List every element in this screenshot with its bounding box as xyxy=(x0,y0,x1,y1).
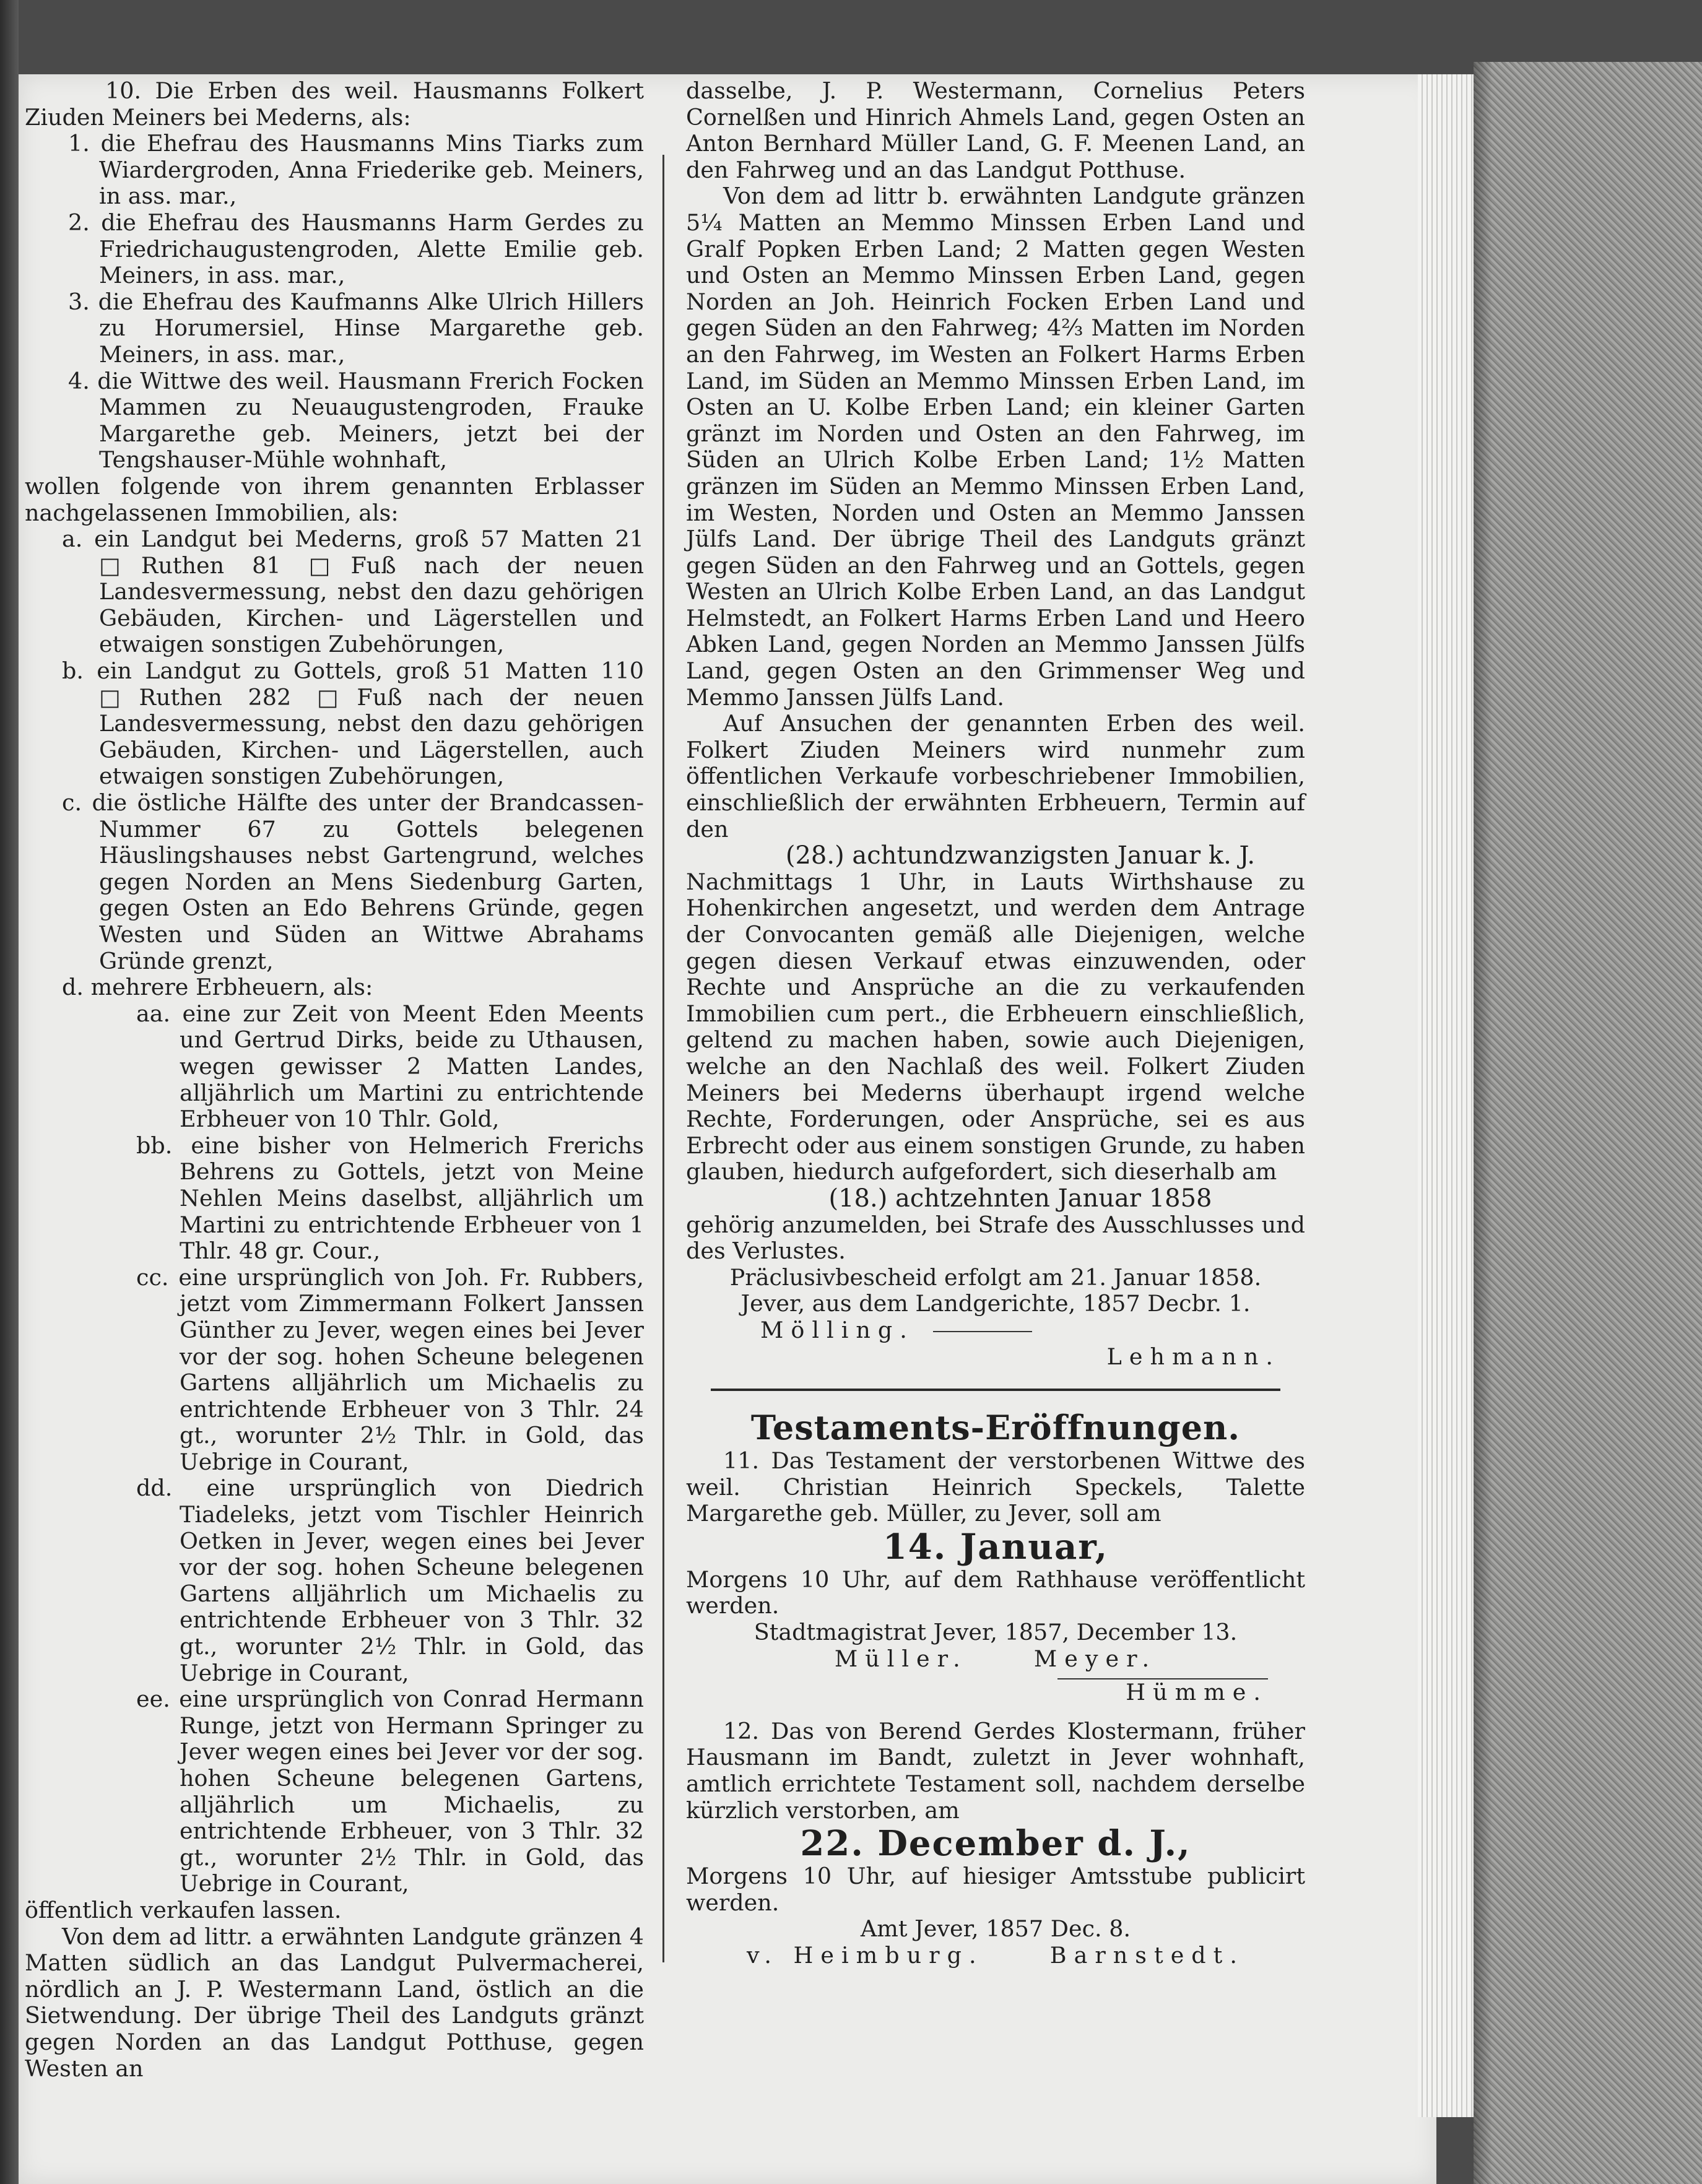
praeclusiv-line: Präclusivbescheid erfolgt am 21. Januar 1858. xyxy=(729,1263,1262,1291)
signature-moelling: Mölling. xyxy=(686,1317,1305,1344)
left-paragraph: cc. eine ursprünglich von Joh. Fr. Rubbers, jetzt vom Zimmermann Folkert Janssen Günther zu Jever, wegen eines bei Jever vor der sog. hohen Scheune belegenen Gartens alljährlich um Michaelis zu entrichtende Erbheuer von 3 Thlr. 24 gt., worunter 2½ Thlr. in Gold, das Uebrige in Courant, xyxy=(136,1263,644,1475)
right-column xyxy=(686,78,1305,1969)
notice-11-text: 11. Das Testament der verstorbenen Wittwe des weil. Christian Heinrich Speckels, Talette Margarethe geb. Müller, zu Jever, soll am xyxy=(686,1447,1305,1527)
notice-11-date: 14. Januar, xyxy=(882,1526,1109,1567)
penalty-paragraph: gehörig anzumelden, bei Strafe des Ausschlusses und des Verlustes. xyxy=(686,1211,1305,1265)
left-paragraph: dd. eine ursprünglich von Diedrich Tiadeleks, jetzt vom Tischler Heinrich Oetken in Jever, wegen eines bei Jever vor der sog. hohen Scheune belegenen Gartens alljährlich um Michaelis zu entrichtende Erbheuer von 3 Thlr. 32 gt., worunter 2½ Thlr. in Gold, das Uebrige in Courant, xyxy=(136,1475,644,1686)
left-paragraph: 3. die Ehefrau des Kaufmanns Alke Ulrich Hillers zu Horumersiel, Hinse Margarethe geb. Meiners, in ass. mar., xyxy=(68,288,644,368)
left-paragraph: öffentlich verkaufen lassen. xyxy=(25,1896,342,1923)
left-paragraph: aa. eine zur Zeit von Meent Eden Meents und Gertrud Dirks, beide zu Uthausen, wegen gewisser 2 Matten Landes, alljährlich um Martini zu entrichtende Erbheuer von 10 Thlr. Gold, xyxy=(136,1000,644,1133)
left-paragraph: Von dem ad littr. a erwähnten Landgute gränzen 4 Matten südlich an das Landgut Pulvermacherei, nördlich an J. P. Westermann Land, östlich an die Sietwendung. Der übrige Theil des Landguts gränzt gegen Norden an das Landgut Potthuse, gegen Westen an xyxy=(25,1923,644,2082)
notice-11-place: Stadtmagistrat Jever, 1857, December 13. xyxy=(753,1619,1238,1646)
column-divider xyxy=(662,155,664,1962)
left-paragraph: 10. Die Erben des weil. Hausmanns Folkert Ziuden Meiners bei Mederns, als: xyxy=(25,77,644,131)
book-binding xyxy=(1474,62,1702,2184)
left-paragraph: bb. eine bisher von Helmerich Frerichs Behrens zu Gottels, jetzt von Meine Nehlen Meins daselbst, alljährlich um Martini zu entrichtende Erbheuer von 1 Thlr. 48 gr. Cour., xyxy=(136,1132,644,1265)
left-paragraph: d. mehrere Erbheuern, als: xyxy=(62,974,373,1001)
notice-12-date: 22. December d. J., xyxy=(800,1823,1191,1865)
left-paragraph: ee. eine ursprünglich von Conrad Hermann Runge, jetzt von Hermann Springer zu Jever wegen eines bei Jever vor der sog. hohen Scheune belegenen Gartens, alljährlich um Michaelis, zu entrichtende Erbheuer, von 3 Thlr. 32 gt., worunter 2½ Thlr. in Gold, das Uebrige in Courant, xyxy=(136,1686,644,1897)
notice-11-after: Morgens 10 Uhr, auf dem Rathhause veröffentlicht werden. xyxy=(686,1566,1305,1619)
right-top-paragraphs xyxy=(686,78,1305,843)
section-heading: Testaments-Eröffnungen. xyxy=(750,1408,1241,1448)
left-paragraph: 1. die Ehefrau des Hausmanns Mins Tiarks zum Wiardergroden, Anna Friederike geb. Meiners, in ass. mar., xyxy=(68,130,644,210)
signature-huemme: Hümme. xyxy=(1126,1679,1268,1706)
binding-shadow xyxy=(1474,62,1492,2184)
term-date-2: (18.) achtzehnten Januar 1858 xyxy=(828,1184,1212,1213)
court-line: Jever, aus dem Landgerichte, 1857 Decbr. 1. xyxy=(740,1290,1251,1317)
signature-mueller: Müller. xyxy=(834,1645,968,1672)
right-paragraph: Auf Ansuchen der genannten Erben des weil. Folkert Ziuden Meiners wird nunmehr zum öffentlichen Verkaufe vorbeschriebener Immobilien, einschließlich der erwähnten Erbheuern, Termin auf den xyxy=(686,710,1305,843)
notice-12-place: Amt Jever, 1857 Dec. 8. xyxy=(860,1915,1131,1943)
notice-12-after: Morgens 10 Uhr, auf hiesiger Amtsstube publicirt werden. xyxy=(686,1863,1305,1916)
left-paragraph: a. ein Landgut bei Mederns, groß 57 Matten 21 □Ruthen 81 □Fuß nach der neuen Landesvermessung, nebst den dazu gehörigen Gebäuden, Kirchen- und Lägerstellen und etwaigen sonstigen Zubehörungen, xyxy=(62,526,644,658)
section-separator xyxy=(711,1389,1280,1391)
left-paragraph: 2. die Ehefrau des Hausmanns Harm Gerdes zu Friedrichaugustengroden, Alette Emilie geb. Meiners, in ass. mar., xyxy=(68,209,644,289)
page-stack-edges xyxy=(1418,74,1474,2117)
term-date-1: (28.) achtundzwanzigsten Januar k. J. xyxy=(785,841,1256,870)
notice-11-signatures xyxy=(686,1646,1305,1673)
notice-12-text: 12. Das von Berend Gerdes Klostermann, früher Hausmann im Bandt, zuletzt in Jever wohnhaft, amtlich errichtete Testament soll, nachdem derselbe kürzlich verstorben, am xyxy=(686,1717,1305,1824)
left-column xyxy=(25,78,644,2082)
left-paragraph: b. ein Landgut zu Gottels, groß 51 Matten 110 □Ruthen 282 □Fuß nach der neuen Landesvermessung, nebst den dazu gehörigen Gebäuden, Kirchen- und Lägerstellen, auch etwaigen sonstigen Zubehörungen, xyxy=(62,657,644,790)
signature-meyer: Meyer. xyxy=(1033,1645,1157,1672)
scan-dark-margin xyxy=(0,0,19,2184)
left-paragraph: wollen folgende von ihrem genannten Erblasser nachgelassenen Immobilien, als: xyxy=(25,472,644,526)
right-paragraph: Von dem ad littr b. erwähnten Landgute gränzen 5¼ Matten an Memmo Minssen Erben Land und Gralf Popken Erben Land; 2 Matten gegen Westen und Osten an Memmo Minssen Erben Land, gegen Norden an Joh. Heinrich Focken Erben Land und gegen Süden an den Fahrweg; 4⅔ Matten im Norden an den Fahrweg, im Westen an Folkert Harms Erben Land, im Süden an Memmo Minssen Erben Land, im Osten an U. Kolbe Erben Land; ein kleiner Garten gränzt im Norden und Osten an den Fahrweg, im Süden an Ulrich Kolbe Erben Land; 1½ Matten gränzen im Süden an Memmo Minssen Erben Land, im Westen, Norden und Osten an Memmo Janssen Jülfs Land. Der übrige Theil des Landguts gränzt gegen Süden an den Fahrweg und an Gottels, gegen Westen an Ulrich Kolbe Erben Land, an das Landgut Helmstedt, an Folkert Harms Erben Land und Heero Abken Land, gegen Norden an Memmo Janssen Jülfs Land, gegen Osten an den Grimmenser Weg und Memmo Janssen Jülfs Land. xyxy=(686,183,1305,711)
signature-lehmann: Lehmann. xyxy=(1106,1343,1280,1370)
signature-barnstedt: Barnstedt. xyxy=(1049,1942,1244,1969)
summons-paragraph: Nachmittags 1 Uhr, in Lauts Wirthshause zu Hohenkirchen angesetzt, und werden dem Antrage der Convocanten gemäß alle Diejenigen, welche gegen diesen Verkauf etwas einzuwenden, oder Rechte und Ansprüche an die zu verkaufenden Immobilien cum pert., die Erbheuern einschließlich, geltend zu machen haben, sowie auch Diejenigen, welche an den Nachlaß des weil. Folkert Ziuden Meiners bei Mederns überhaupt irgend welche Rechte, Forderungen, oder Ansprüche, sei es aus Erbrecht oder aus einem sonstigen Grunde, zu haben glauben, hiedurch aufgefordert, sich dieserhalb am xyxy=(686,868,1305,1185)
signature-heimburg: v. Heimburg. xyxy=(747,1942,984,1969)
left-paragraph: c. die östliche Hälfte des unter der Brandcassen-Nummer 67 zu Gottels belegenen Häuslingshauses nebst Gartengrund, welches gegen Norden an Mens Siedenburg Garten, gegen Osten an Edo Behrens Gründe, gegen Westen und Süden an Wittwe Abrahams Gründe grenzt, xyxy=(62,789,644,974)
notice-12-signatures xyxy=(686,1943,1305,1969)
left-paragraph: 4. die Wittwe des weil. Hausmann Frerich Focken Mammen zu Neuaugustengroden, Frauke Margarethe geb. Meiners, jetzt bei der Tengshauser-Mühle wohnhaft, xyxy=(68,367,644,474)
right-paragraph: dasselbe, J. P. Westermann, Cornelius Peters Cornelßen und Hinrich Ahmels Land, gegen Osten an Anton Bernhard Müller Land, G. F. Meenen Land, an den Fahrweg und an das Landgut Potthuse. xyxy=(686,77,1305,183)
